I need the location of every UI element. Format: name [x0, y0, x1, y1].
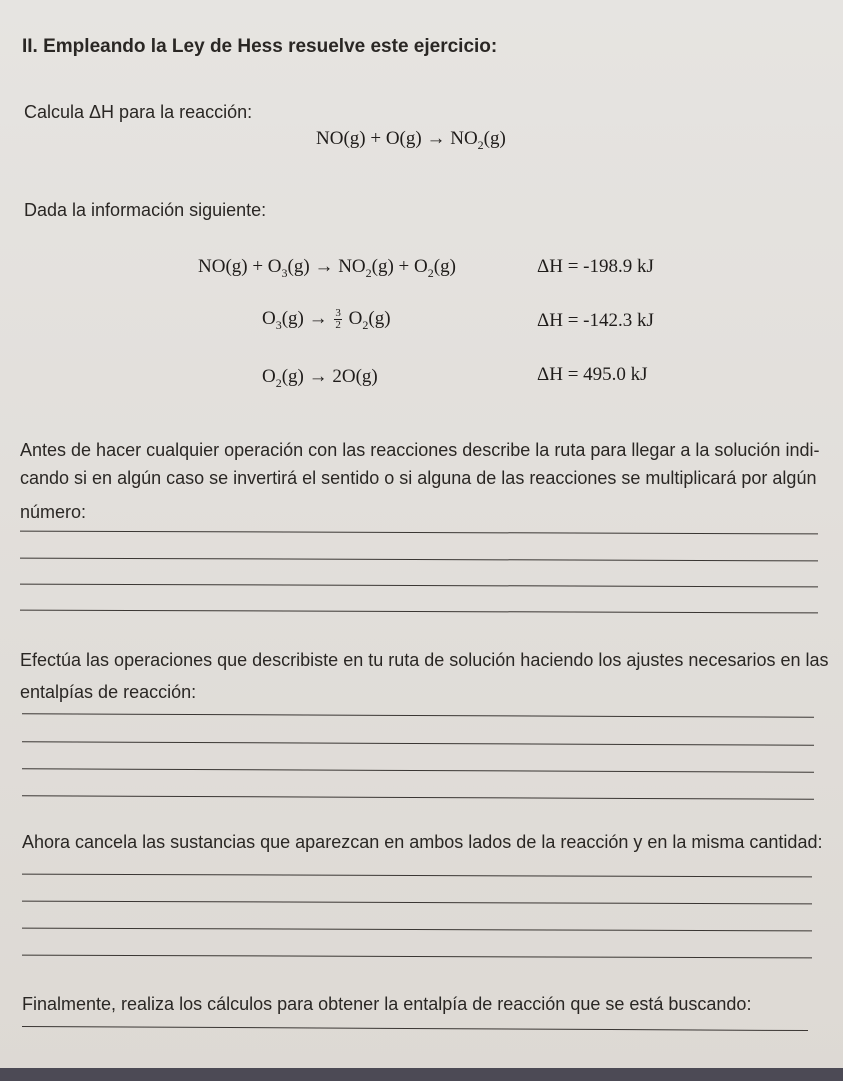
table-surface — [0, 1068, 843, 1081]
answer-line[interactable] — [22, 713, 814, 717]
answer-line[interactable] — [22, 1026, 808, 1031]
answer-line[interactable] — [20, 558, 818, 562]
target-product: $NO_2(g)$ — [450, 128, 506, 152]
answer-line[interactable] — [22, 955, 812, 959]
answer-line[interactable] — [20, 584, 818, 588]
given-reaction-1: $NO(g) + O_3(g) \to NO_2(g) + O_2(g)$ — [198, 256, 456, 280]
target-reaction: $NO(g) + O(g) \to NO_2(g)$ — [316, 128, 506, 152]
delta-h-1: ΔH = -198.9 kJ — [537, 256, 654, 277]
given-reaction-3: $O_2(g) \to 2O(g)$ — [262, 366, 378, 390]
given-label: Dada la información siguiente: — [24, 200, 267, 220]
delta-h-3: ΔH = 495.0 kJ — [537, 364, 648, 385]
answer-line[interactable] — [22, 768, 814, 772]
question-4: Finalmente, realiza los cálculos para obtener la entalpía de reacción que se está buscando: — [22, 994, 752, 1014]
answer-line[interactable] — [20, 610, 818, 614]
answer-line[interactable] — [22, 928, 812, 932]
target-reactant-2: O(g) — [385, 128, 422, 149]
arrow: → — [426, 128, 446, 149]
delta-h-2: ΔH = -142.3 kJ — [537, 310, 654, 331]
answer-line[interactable] — [22, 795, 814, 799]
answer-line[interactable] — [22, 901, 812, 905]
question-1: Antes de hacer cualquier operación con las reacciones describe la ruta para llegar a la solución indi- cando si en algún caso se invertirá el sentido o si alguna de las reacciones se multiplicará por algún número: — [20, 440, 820, 522]
answer-line[interactable] — [20, 531, 818, 535]
target-reactant-1: NO(g) — [316, 128, 366, 149]
answer-line[interactable] — [22, 741, 814, 745]
question-3: Ahora cancela las sustancias que aparezcan en ambos lados de la reacción y en la misma cantidad: — [22, 832, 823, 852]
given-reaction-2: $O_3(g)$ → $\frac{3}{2}$ $O_2(g)$ — [262, 307, 391, 332]
section-title: II. Empleando la Ley de Hess resuelve este ejercicio: — [22, 36, 498, 57]
question-2: Efectúa las operaciones que describiste en tu ruta de solución haciendo los ajustes necesarios en las entalpías de reacción: — [20, 650, 829, 702]
answer-line[interactable] — [22, 874, 812, 878]
prompt-label: Calcula ΔH para la reacción: — [24, 102, 253, 122]
